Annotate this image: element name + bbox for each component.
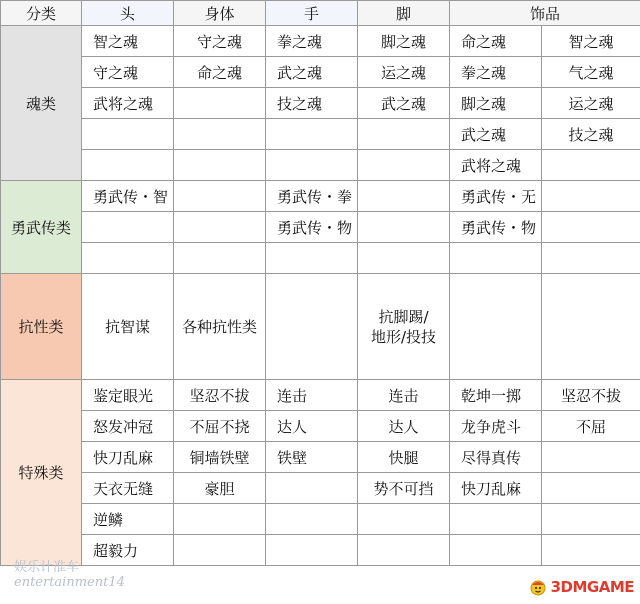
cell-accessory-b: 运之魂 [542, 88, 640, 119]
cell-head: 超毅力 [82, 535, 174, 566]
cell-accessory-b: 技之魂 [542, 119, 640, 150]
cell-accessory-b [542, 243, 640, 274]
category-resist: 抗性类 [1, 274, 82, 380]
cell-accessory-a: 龙争虎斗 [450, 411, 542, 442]
cell-head: 勇武传・智 [82, 181, 174, 212]
cell-hand [266, 150, 358, 181]
cell-foot: 脚之魂 [358, 26, 450, 57]
cell-accessory-a: 武之魂 [450, 119, 542, 150]
cell-accessory-b: 不屈 [542, 411, 640, 442]
cell-body: 铜墙铁壁 [174, 442, 266, 473]
cell-foot [358, 535, 450, 566]
header-row [1, 1, 640, 26]
cell-accessory-a: 脚之魂 [450, 88, 542, 119]
cell-accessory-b [542, 274, 640, 380]
watermark-left [14, 560, 125, 590]
cell-hand [266, 274, 358, 380]
cell-hand: 拳之魂 [266, 26, 358, 57]
cell-body [174, 119, 266, 150]
cell-head [82, 212, 174, 243]
header-body: 身体 [174, 1, 266, 26]
cell-accessory-b: 智之魂 [542, 26, 640, 57]
cell-body [174, 535, 266, 566]
cell-line: 抗脚踢/ [378, 307, 429, 326]
cell-body [174, 212, 266, 243]
yongwu-row [1, 212, 640, 243]
cell-head: 智之魂 [82, 26, 174, 57]
cell-body [174, 181, 266, 212]
cell-foot [358, 274, 450, 380]
cell-accessory-a: 命之魂 [450, 26, 542, 57]
cell-hand: 勇武传・物 [266, 212, 358, 243]
cell-head: 抗智谋 [82, 274, 174, 380]
site-watermark [529, 578, 634, 596]
header-head: 头 [82, 1, 174, 26]
header-hand: 手 [266, 1, 358, 26]
cell-head: 武将之魂 [82, 88, 174, 119]
header-foot: 脚 [358, 1, 450, 26]
pirate-logo-icon [529, 578, 547, 596]
watermark-left-line2: entertainment14 [14, 575, 125, 590]
cell-accessory-b [542, 473, 640, 504]
yongwu-row [1, 243, 640, 274]
soul-row [1, 88, 640, 119]
category-soul: 魂类 [1, 26, 82, 181]
cell-body: 坚忍不拔 [174, 380, 266, 411]
cell-accessory-b: 坚忍不拔 [542, 380, 640, 411]
cell-foot: 连击 [358, 380, 450, 411]
cell-head: 逆鳞 [82, 504, 174, 535]
cell-head: 守之魂 [82, 57, 174, 88]
cell-accessory-b [542, 212, 640, 243]
cell-foot: 达人 [358, 411, 450, 442]
cell-accessory-a [450, 274, 542, 380]
cell-hand: 达人 [266, 411, 358, 442]
cell-accessory-a: 尽得真传 [450, 442, 542, 473]
special-row [1, 473, 640, 504]
cell-head: 鉴定眼光 [82, 380, 174, 411]
cell-foot [358, 181, 450, 212]
category-yongwu: 勇武传类 [1, 181, 82, 274]
cell-body: 豪胆 [174, 473, 266, 504]
cell-accessory-a: 拳之魂 [450, 57, 542, 88]
cell-hand [266, 535, 358, 566]
cell-accessory-a [450, 535, 542, 566]
cell-accessory-b [542, 504, 640, 535]
header-accessory: 饰品 [450, 1, 640, 26]
cell-foot [358, 150, 450, 181]
cell-line: 地形/投技 [370, 327, 437, 346]
cell-body: 守之魂 [174, 26, 266, 57]
resist-row [1, 274, 640, 380]
cell-accessory-b: 气之魂 [542, 57, 640, 88]
special-row [1, 504, 640, 535]
cell-head [82, 243, 174, 274]
cell-body: 不屈不挠 [174, 411, 266, 442]
cell-body [174, 88, 266, 119]
cell-body [174, 150, 266, 181]
soul-row [1, 57, 640, 88]
cell-accessory-a: 勇武传・物 [450, 212, 542, 243]
watermark-left-line1: 娱乐计准车 [14, 560, 80, 575]
special-row [1, 411, 640, 442]
cell-head: 怒发冲冠 [82, 411, 174, 442]
cell-hand [266, 504, 358, 535]
cell-head [82, 150, 174, 181]
cell-body [174, 243, 266, 274]
special-row [1, 442, 640, 473]
soul-row [1, 150, 640, 181]
cell-body: 各种抗性类 [174, 274, 266, 380]
soul-row [1, 119, 640, 150]
category-special: 特殊类 [1, 380, 82, 566]
header-category: 分类 [1, 1, 82, 26]
cell-foot: 快腿 [358, 442, 450, 473]
cell-accessory-b [542, 535, 640, 566]
cell-foot [358, 504, 450, 535]
cell-foot: 势不可挡 [358, 473, 450, 504]
cell-hand: 铁壁 [266, 442, 358, 473]
special-row [1, 380, 640, 411]
soul-row [1, 26, 640, 57]
watermark-site-name: 3DMGAME [550, 578, 634, 596]
yongwu-row [1, 181, 640, 212]
cell-body: 命之魂 [174, 57, 266, 88]
cell-accessory-a: 乾坤一掷 [450, 380, 542, 411]
cell-hand [266, 119, 358, 150]
cell-foot [358, 243, 450, 274]
cell-accessory-b [542, 150, 640, 181]
cell-accessory-a [450, 504, 542, 535]
cell-accessory-a: 快刀乱麻 [450, 473, 542, 504]
cell-hand [266, 473, 358, 504]
cell-hand: 连击 [266, 380, 358, 411]
cell-head [82, 119, 174, 150]
cell-accessory-a [450, 243, 542, 274]
cell-hand [266, 243, 358, 274]
cell-accessory-a: 武将之魂 [450, 150, 542, 181]
cell-head: 快刀乱麻 [82, 442, 174, 473]
cell-foot [358, 119, 450, 150]
cell-body [174, 504, 266, 535]
cell-accessory-b [542, 181, 640, 212]
cell-accessory-b [542, 442, 640, 473]
cell-foot: 武之魂 [358, 88, 450, 119]
cell-accessory-a: 勇武传・无 [450, 181, 542, 212]
cell-hand: 技之魂 [266, 88, 358, 119]
cell-head: 天衣无缝 [82, 473, 174, 504]
cell-foot [358, 212, 450, 243]
cell-foot: 运之魂 [358, 57, 450, 88]
cell-hand: 武之魂 [266, 57, 358, 88]
cell-hand: 勇武传・拳 [266, 181, 358, 212]
